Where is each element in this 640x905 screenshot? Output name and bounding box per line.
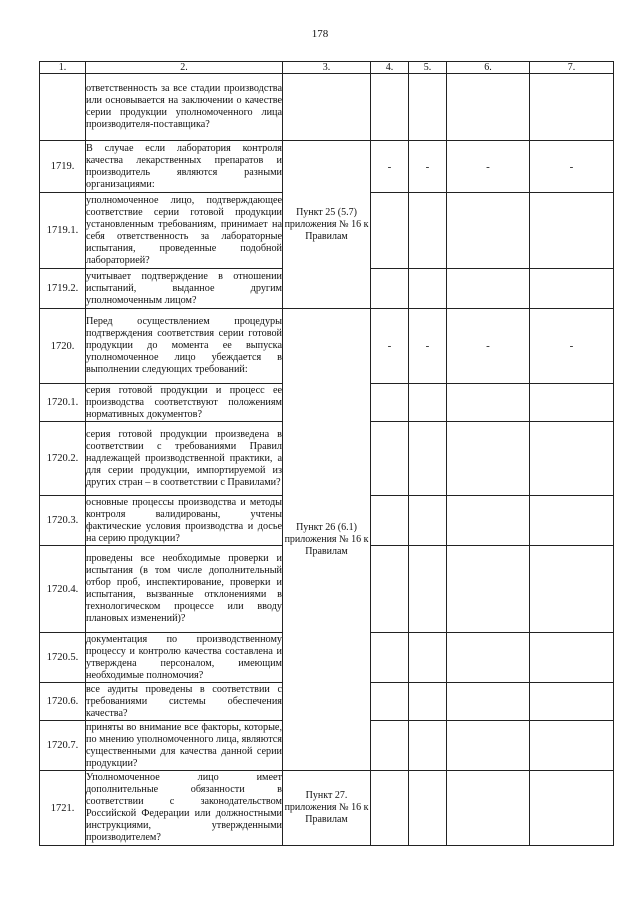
- answer-cell-no: [409, 422, 447, 496]
- comment-cell: [530, 269, 614, 309]
- page-number: 178: [311, 28, 329, 40]
- row-number: 1720.6.: [40, 683, 86, 721]
- answer-cell-yes: [371, 496, 409, 546]
- answer-cell-na: [447, 633, 530, 683]
- row-number: 1721.: [40, 771, 86, 846]
- answer-cell-na: [447, 496, 530, 546]
- requirement-text: серия готовой продукции и процесс ее производства соответствуют положениям нормативных документов?: [86, 384, 282, 420]
- comment-cell: [530, 721, 614, 771]
- row-number: 1719.2.: [40, 269, 86, 309]
- column-header-7: 7.: [530, 62, 614, 74]
- answer-cell-yes: [371, 309, 409, 384]
- dash-mark: -: [569, 160, 574, 173]
- answer-cell-yes: [371, 74, 409, 141]
- requirement-text: приняты во внимание все факторы, которые, по мнению уполномоченного лица, являются существенными для качества данной серии продукции?: [86, 721, 282, 769]
- answer-cell-no: [409, 74, 447, 141]
- dash-mark: -: [387, 340, 392, 352]
- comment-cell: [530, 384, 614, 422]
- answer-cell-yes: [371, 633, 409, 683]
- answer-cell-no: [409, 721, 447, 771]
- comment-cell: [530, 74, 614, 141]
- answer-cell-na: [447, 683, 530, 721]
- row-number: 1720.: [40, 309, 86, 384]
- reference-text: Пункт 26 (6.1) приложения № 16 к Правилам: [284, 521, 369, 557]
- answer-cell-no: [409, 269, 447, 309]
- table-row: [40, 309, 614, 384]
- answer-cell-yes: [371, 141, 409, 193]
- requirement-text: Уполномоченное лицо имеет дополнительные обязанности в соответствии с законодательством Российской Федерации или должностными инструкциями, утвержденными производителем?: [86, 771, 283, 846]
- dash-mark: -: [486, 160, 490, 173]
- reference-cell: [283, 74, 371, 141]
- requirement-text: учитывает подтверждение в отношении испытаний, выданное другим уполномоченным лицом?: [86, 269, 283, 309]
- row-number: 1720.1.: [40, 384, 86, 422]
- column-header-1: 1.: [40, 62, 86, 74]
- comment-cell: [530, 422, 614, 496]
- reference-cell: [283, 309, 371, 771]
- answer-cell-yes: [371, 771, 409, 846]
- column-header-3: 3.: [283, 62, 371, 74]
- answer-cell-no: [409, 309, 447, 384]
- requirement-text: проведены все необходимые проверки и испытания (в том числе дополнительный отбор проб, инспектирование, проверки и испытания, вызванные отклонениями в технологическом процессе или вводу плановых изменений)?: [86, 546, 283, 633]
- dash-mark: -: [425, 160, 430, 173]
- column-header-4: 4.: [371, 62, 409, 74]
- dash-mark: -: [486, 340, 490, 352]
- answer-cell-no: [409, 683, 447, 721]
- column-header-row: [40, 62, 614, 74]
- requirement-text: основные процессы производства и методы контроля валидированы, учтены фактические условия производства и досье на серию продукции?: [86, 496, 282, 544]
- row-number: 1720.2.: [40, 422, 86, 496]
- answer-cell-no: [409, 546, 447, 633]
- requirement-text: уполномоченное лицо, подтверждающее соответствие серии готовой продукции установленным требованиям, принимает на себя ответственность за лабораторные испытания, проведенные подобной лабораторией?: [86, 193, 283, 269]
- column-header-5: 5.: [409, 62, 447, 74]
- reference-cell: [283, 771, 371, 846]
- table-row: [40, 74, 614, 141]
- row-number: [40, 74, 86, 141]
- answer-cell-yes: [371, 422, 409, 496]
- row-number: 1720.5.: [40, 633, 86, 683]
- answer-cell-yes: [371, 193, 409, 269]
- answer-cell-yes: [371, 683, 409, 721]
- requirement-text: ответственность за все стадии производства или основывается на заключении о качестве серии продукции уполномоченного лица производителя-поставщика?: [86, 74, 283, 141]
- answer-cell-na: [447, 422, 530, 496]
- comment-cell: [530, 633, 614, 683]
- answer-cell-no: [409, 771, 447, 846]
- comment-cell: [530, 309, 614, 384]
- comment-cell: [530, 771, 614, 846]
- comment-cell: [530, 193, 614, 269]
- column-header-2: 2.: [86, 62, 283, 74]
- row-number: 1720.4.: [40, 546, 86, 633]
- answer-cell-no: [409, 384, 447, 422]
- answer-cell-no: [409, 496, 447, 546]
- answer-cell-yes: [371, 546, 409, 633]
- dash-mark: -: [387, 160, 392, 173]
- requirement-text: все аудиты проведены в соответствии с требованиями системы обеспечения качества?: [86, 683, 282, 719]
- row-number: 1719.1.: [40, 193, 86, 269]
- checklist-table: [39, 61, 614, 846]
- requirement-text: серия готовой продукции произведена в соответствии с требованиями Правил надлежащей производственной практики, а для серии продукции, импортируемой из других стран – в соответствии с Правилами?: [86, 422, 283, 496]
- dash-mark: -: [569, 340, 574, 352]
- table-row: [40, 141, 614, 193]
- answer-cell-yes: [371, 384, 409, 422]
- answer-cell-na: [447, 721, 530, 771]
- requirement-text: В случае если лаборатория контроля качества лекарственных препаратов и производитель являются разными организациями:: [86, 141, 283, 193]
- table-row: [40, 771, 614, 846]
- answer-cell-no: [409, 633, 447, 683]
- answer-cell-yes: [371, 721, 409, 771]
- answer-cell-na: [447, 269, 530, 309]
- answer-cell-na: [447, 193, 530, 269]
- comment-cell: [530, 546, 614, 633]
- answer-cell-no: [409, 141, 447, 193]
- reference-text: Пункт 25 (5.7) приложения № 16 к Правилам: [284, 206, 369, 242]
- comment-cell: [530, 141, 614, 193]
- reference-text: Пункт 27. приложения № 16 к Правилам: [284, 790, 369, 825]
- answer-cell-na: [447, 309, 530, 384]
- comment-cell: [530, 496, 614, 546]
- answer-cell-na: [447, 771, 530, 846]
- requirement-text: документация по производственному процессу и контролю качества составлена и утверждена персоналом, имеющим необходимые полномочия?: [86, 633, 282, 681]
- answer-cell-na: [447, 141, 530, 193]
- answer-cell-yes: [371, 269, 409, 309]
- reference-cell: [283, 141, 371, 309]
- row-number: 1720.3.: [40, 496, 86, 546]
- requirement-text: Перед осуществлением процедуры подтверждения соответствия серии готовой продукции до момента ее выпуска уполномоченное лицо убеждается в выполнении следующих требований:: [86, 309, 283, 384]
- comment-cell: [530, 683, 614, 721]
- answer-cell-no: [409, 193, 447, 269]
- row-number: 1720.7.: [40, 721, 86, 771]
- dash-mark: -: [425, 340, 430, 352]
- column-header-6: 6.: [447, 62, 530, 74]
- answer-cell-na: [447, 74, 530, 141]
- row-number: 1719.: [40, 141, 86, 193]
- answer-cell-na: [447, 384, 530, 422]
- answer-cell-na: [447, 546, 530, 633]
